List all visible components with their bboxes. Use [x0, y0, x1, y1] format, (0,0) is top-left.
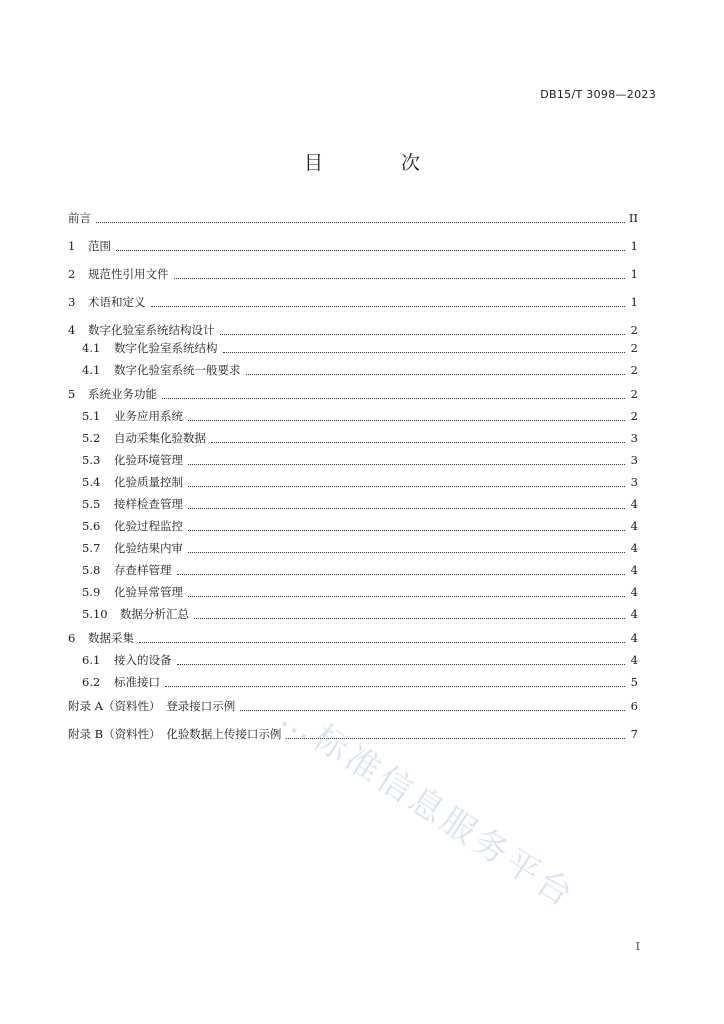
toc-leader-dots [211, 441, 625, 443]
toc-entry-page: 4 [630, 541, 638, 555]
toc-entry-number: 5.8 [82, 563, 101, 577]
toc-entry-page: 2 [630, 387, 638, 401]
toc-leader-dots [240, 709, 625, 711]
toc-entry[interactable] [68, 239, 638, 253]
toc-entry-label: 接样检查管理 [114, 497, 183, 511]
toc-entry-label: 前言 [68, 211, 91, 225]
toc-leader-dots [174, 277, 626, 279]
toc-entry-page: 4 [630, 563, 638, 577]
toc-entry[interactable] [68, 607, 638, 621]
page-title: 目 次 [303, 152, 457, 174]
toc-entry[interactable] [68, 675, 638, 689]
toc-entry-page: 2 [630, 409, 638, 423]
toc-entry-label: 数字化验室系统一般要求 [114, 363, 241, 377]
toc-leader-dots [116, 249, 625, 251]
toc-entry-number: 6.1 [82, 653, 101, 667]
toc-entry-label: 存查样管理 [114, 563, 172, 577]
toc-entry[interactable] [68, 387, 638, 401]
toc-entry-label: 接入的设备 [114, 653, 172, 667]
toc-entry-number: 5.2 [82, 431, 101, 445]
table-of-contents [68, 211, 638, 741]
toc-entry-label: 标准接口 [114, 675, 160, 689]
toc-entry-page: 3 [630, 475, 638, 489]
toc-entry-page: 4 [630, 607, 638, 621]
toc-entry[interactable] [68, 211, 638, 225]
toc-leader-dots [188, 507, 625, 509]
toc-entry-label: 数据采集 [88, 631, 134, 645]
toc-entry-number: 4 [68, 323, 76, 337]
toc-leader-dots [165, 685, 625, 687]
toc-entry[interactable] [68, 631, 638, 645]
toc-entry-label: 范围 [88, 239, 111, 253]
toc-entry-number: 6 [68, 631, 76, 645]
toc-entry-label: 化验结果内审 [114, 541, 183, 555]
watermark: …标准信息服务平台 [273, 696, 583, 917]
toc-entry-number: 4.1 [82, 363, 101, 377]
toc-leader-dots [220, 333, 626, 335]
toc-entry[interactable] [68, 431, 638, 445]
toc-entry-page: 4 [630, 519, 638, 533]
toc-entry[interactable] [68, 295, 638, 309]
toc-entry-number: 5.5 [82, 497, 101, 511]
toc-leader-dots [96, 221, 625, 223]
toc-entry[interactable] [68, 727, 638, 741]
toc-leader-dots [188, 529, 625, 531]
toc-leader-dots [188, 463, 625, 465]
toc-leader-dots [286, 737, 625, 739]
toc-leader-dots [194, 617, 625, 619]
toc-entry-page: 1 [630, 267, 638, 281]
toc-leader-dots [177, 573, 626, 575]
toc-entry-number: 5.9 [82, 585, 101, 599]
toc-entry-page: 1 [630, 239, 638, 253]
toc-leader-dots [223, 351, 626, 353]
toc-entry-number: 5.3 [82, 453, 101, 467]
toc-entry-label: 自动采集化验数据 [114, 431, 206, 445]
toc-entry-label: 化验异常管理 [114, 585, 183, 599]
toc-entry-page: 5 [630, 675, 638, 689]
toc-entry-page: 2 [630, 341, 638, 355]
toc-entry-label: 数字化验室系统结构 [114, 341, 218, 355]
toc-entry-label: 化验质量控制 [114, 475, 183, 489]
toc-entry-page: 4 [630, 653, 638, 667]
toc-entry[interactable] [68, 475, 638, 489]
toc-entry-label: 数字化验室系统结构设计 [88, 323, 215, 337]
toc-entry[interactable] [68, 519, 638, 533]
toc-entry-page: 4 [630, 497, 638, 511]
toc-leader-dots [162, 397, 625, 399]
toc-leader-dots [139, 641, 625, 643]
standard-code: DB15/T 3098—2023 [540, 88, 656, 101]
toc-entry-number: 4.1 [82, 341, 101, 355]
toc-entry-number: 3 [68, 295, 76, 309]
toc-entry-number: 6.2 [82, 675, 101, 689]
toc-entry[interactable] [68, 497, 638, 511]
toc-entry[interactable] [68, 453, 638, 467]
toc-entry-number: 5.10 [82, 607, 108, 621]
toc-entry[interactable] [68, 341, 638, 355]
toc-entry-label: 数据分析汇总 [120, 607, 189, 621]
toc-entry-page: 3 [630, 431, 638, 445]
toc-entry-page: 2 [630, 323, 638, 337]
toc-leader-dots [151, 305, 626, 307]
toc-leader-dots [188, 419, 625, 421]
toc-leader-dots [188, 485, 625, 487]
toc-entry-number: 2 [68, 267, 76, 281]
toc-entry-label: 系统业务功能 [88, 387, 157, 401]
toc-entry-label: 术语和定义 [88, 295, 146, 309]
toc-entry-page: 3 [630, 453, 638, 467]
toc-entry-number: 1 [68, 239, 76, 253]
toc-entry[interactable] [68, 363, 638, 377]
toc-entry-page: 4 [630, 585, 638, 599]
toc-entry[interactable] [68, 409, 638, 423]
toc-leader-dots [188, 551, 625, 553]
page-number: I [635, 940, 640, 953]
toc-entry[interactable] [68, 699, 638, 713]
toc-entry[interactable] [68, 563, 638, 577]
toc-entry-number: 5.7 [82, 541, 101, 555]
toc-entry[interactable] [68, 541, 638, 555]
toc-entry-label: 业务应用系统 [114, 409, 183, 423]
toc-entry-number: 5.6 [82, 519, 101, 533]
toc-entry[interactable] [68, 323, 638, 337]
toc-entry-page: 6 [630, 699, 638, 713]
toc-entry[interactable] [68, 585, 638, 599]
toc-entry-page: 4 [630, 631, 638, 645]
toc-entry[interactable] [68, 267, 638, 281]
toc-entry-label: 化验过程监控 [114, 519, 183, 533]
toc-entry-page: 2 [630, 363, 638, 377]
toc-leader-dots [246, 373, 626, 375]
toc-entry-label: 规范性引用文件 [88, 267, 169, 281]
toc-entry-number: 5 [68, 387, 76, 401]
toc-entry-label: 化验环境管理 [114, 453, 183, 467]
toc-leader-dots [177, 663, 626, 665]
toc-entry[interactable] [68, 653, 638, 667]
toc-entry-number: 5.1 [82, 409, 101, 423]
toc-entry-number: 5.4 [82, 475, 101, 489]
toc-entry-page: II [628, 211, 638, 225]
toc-leader-dots [188, 595, 625, 597]
toc-entry-label: 附录 A（资料性） 登录接口示例 [68, 699, 236, 713]
toc-entry-page: 1 [630, 295, 638, 309]
toc-entry-label: 附录 B（资料性） 化验数据上传接口示例 [68, 727, 282, 741]
toc-entry-page: 7 [630, 727, 638, 741]
